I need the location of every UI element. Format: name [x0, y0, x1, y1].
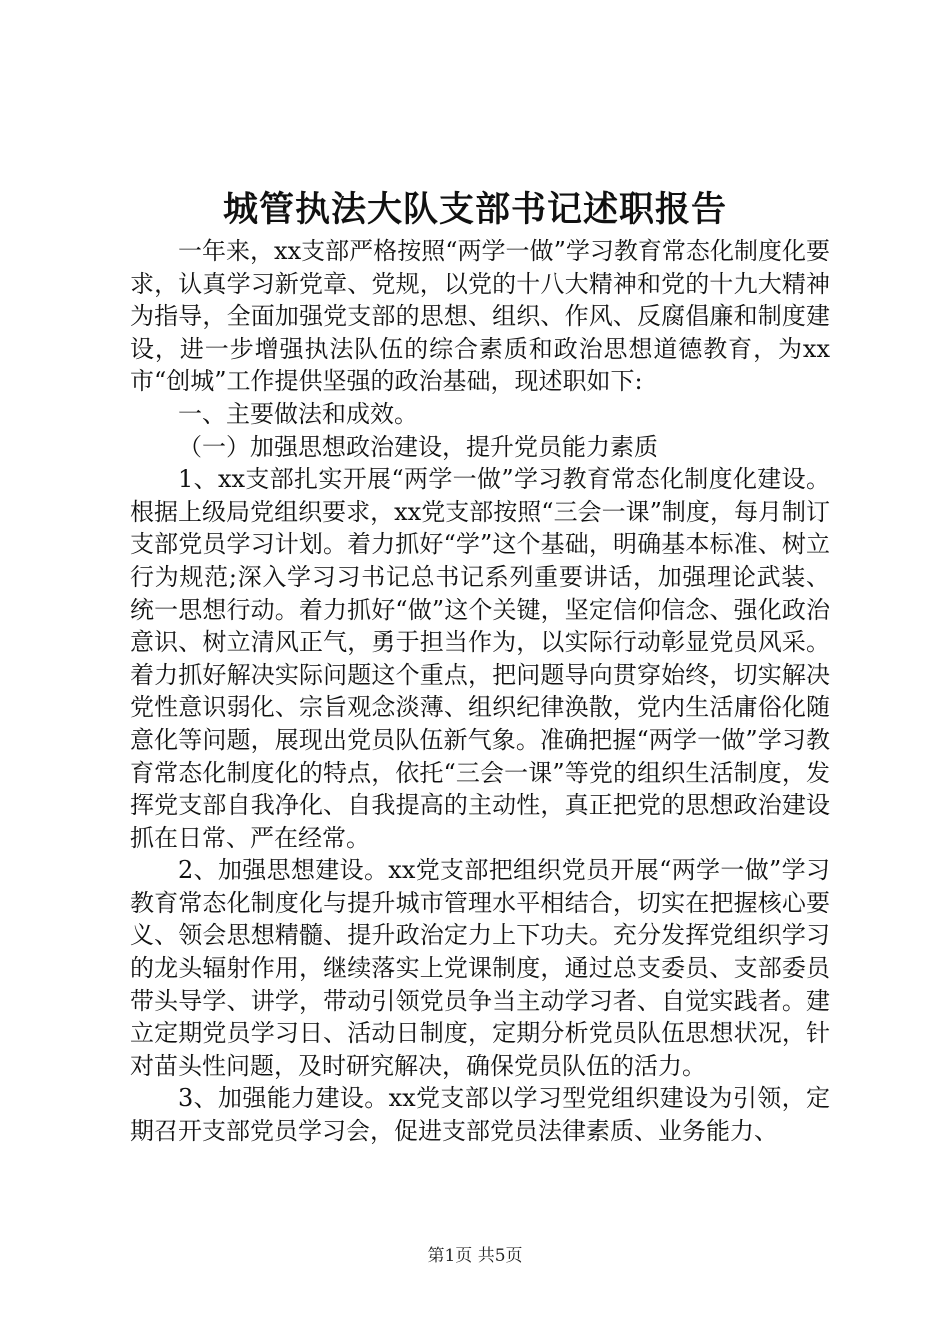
document-title: 城管执法大队支部书记述职报告	[222, 189, 727, 230]
page-number-footer: 第1页 共5页	[427, 1246, 523, 1266]
document-body	[130, 235, 830, 1148]
paragraph-item-3: 3、加强能力建设。xx党支部以学习型党组织建设为引领，定期召开支部党员学习会，促进支部党员法律素质、业务能力、	[130, 1084, 830, 1146]
paragraph-intro: 一年来，xx支部严格按照“两学一做”学习教育常态化制度化要求，认真学习新党章、党规，以党的十八大精神和党的十九大精神为指导，全面加强党支部的思想、组织、作风、反腐倡廉和制度建设，进一步增强执法队伍的综合素质和政治思想道德教育，为xx市“创城”工作提供坚强的政治基础，现述职如下:	[130, 237, 830, 396]
subsection-heading: （一）加强思想政治建设，提升党员能力素质	[178, 432, 658, 461]
paragraph-item-1: 1、xx支部扎实开展“两学一做”学习教育常态化制度化建设。根据上级局党组织要求，xx党支部按照“三会一课”制度，每月制订支部党员学习计划。着力抓好“学”这个基础，明确基本标准、树立行为规范;深入学习习书记总书记系列重要讲话，加强理论武装、统一思想行动。着力抓好“做”这个关键，坚定信仰信念、强化政治意识、树立清风正气，勇于担当作为，以实际行动彰显党员风采。着力抓好解决实际问题这个重点，把问题导向贯穿始终，切实解决党性意识弱化、宗旨观念淡薄、组织纪律涣散，党内生活庸俗化随意化等问题，展现出党员队伍新气象。准确把握“两学一做”学习教育常态化制度化的特点，依托“三会一课”等党的组织生活制度，发挥党支部自我净化、自我提高的主动性，真正把党的思想政治建设抓在日常、严在经常。	[130, 465, 830, 852]
section-heading-main: 一、主要做法和成效。	[178, 399, 418, 428]
paragraph-item-2: 2、加强思想建设。xx党支部把组织党员开展“两学一做”学习教育常态化制度化与提升城市管理水平相结合，切实在把握核心要义、领会思想精髓、提升政治定力上下功夫。充分发挥党组织学习的龙头辐射作用，继续落实上党课制度，通过总支委员、支部委员带头导学、讲学，带动引领党员争当主动学习者、自觉实践者。建立定期党员学习日、活动日制度，定期分析党员队伍思想状况，针对苗头性问题，及时研究解决，确保党员队伍的活力。	[130, 856, 830, 1080]
